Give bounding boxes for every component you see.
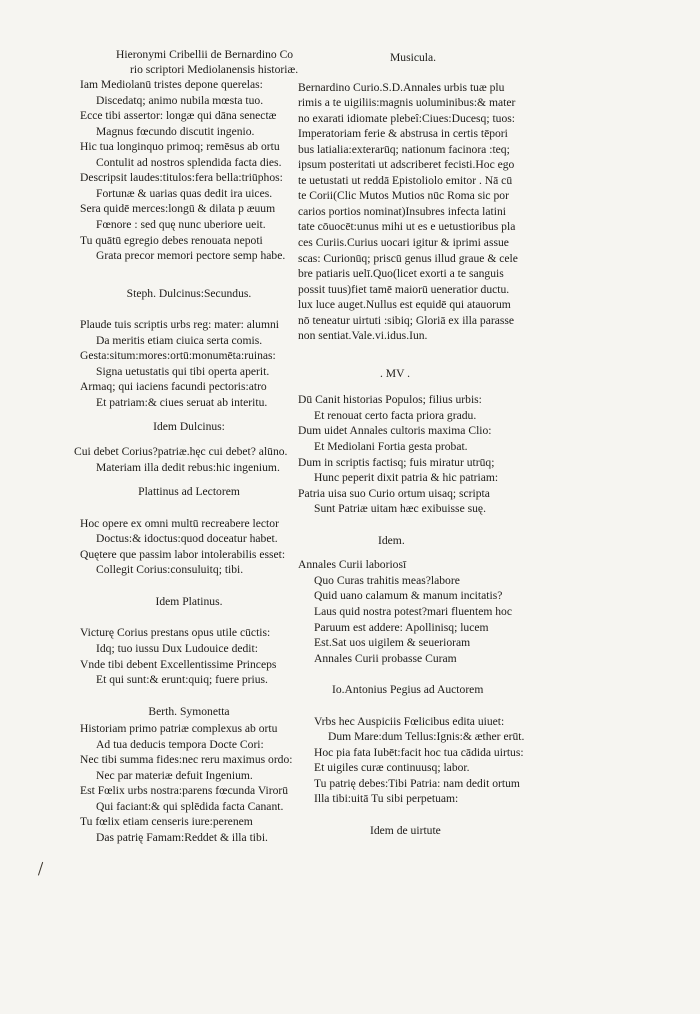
verse-line: Quętere que passim labor intolerabilis esset: <box>80 547 286 561</box>
section-heading: . MV . <box>380 366 411 380</box>
poem-platinus <box>80 516 298 578</box>
verse-line: Ad tua deducis tempora Docte Cori: <box>96 737 264 751</box>
prose-line: te Corii(Clic Mutos Mutios nūc Roma sic por <box>298 189 509 203</box>
verse-line: Ecce tibi assertor: longæ qui dāna senectæ <box>80 109 277 123</box>
prose-line: non sentiat.Vale.vi.idus.Iun. <box>298 329 428 343</box>
prose-line: bre patiaris uelī.Quo(licet exorti a te sanguis <box>298 267 504 281</box>
right-column <box>298 0 604 839</box>
verse-line: Dum Mare:dum Tellus:Ignis:& æther erūt. <box>328 730 525 744</box>
verse-line: Da meritis etiam ciuica serta comis. <box>96 333 263 347</box>
prose-line: lux luce auget.Nullus est equidē qui atauorum <box>298 298 511 312</box>
poem-dulcinus <box>80 317 298 410</box>
prose-line: scas: Curionūq; priscū genus illud graue & cele <box>298 251 518 265</box>
left-column <box>74 0 299 846</box>
verse-line: Fortunæ & uarias quas dedit ira uices. <box>96 186 273 200</box>
verse-line: Et renouat certo facta priora gradu. <box>314 408 477 422</box>
poem-platinus-idem <box>80 625 298 687</box>
verse-line: Tu patrię debes:Tibi Patria: nam dedit ortum <box>314 776 520 790</box>
title-line: Hieronymi Cribellii de Bernardino Co <box>116 48 294 61</box>
verse-line: Magnus fœcundo discutit ingenio. <box>96 124 255 138</box>
verse-line: Discedatq; animo nubila mœsta tuo. <box>96 93 264 107</box>
verse-line: Iam Mediolanū tristes depone querelas: <box>80 78 263 92</box>
margin-mark <box>38 862 45 876</box>
verse-line: Est Fœlix urbs nostra:parens fœcunda Virorū <box>80 784 289 798</box>
verse-line: Vnde tibi debent Excellentissime Princeps <box>80 657 277 671</box>
verse-line: Nec tibi summa fides:nec reru maximus ordo: <box>80 753 293 767</box>
verse-line: Dum in scriptis factisq; fuis miratur utrūq; <box>298 455 495 469</box>
section-heading: Plattinus ad Lectorem <box>138 485 240 499</box>
prose-line: ipsum posteritati ut adscriberet fecisti.Hoc ego <box>298 158 515 172</box>
prose-line: Imperatoriam ferie & abstrusa in certis tēpori <box>298 127 508 141</box>
verse-line: Paruum est addere: Apollinisq; lucem <box>314 620 489 634</box>
prose-line: carios portios nominat)Insubres infecta latini <box>298 204 506 218</box>
verse-line: Laus quid nostra potest?mari fluentem hoc <box>314 604 513 618</box>
verse-line: Victurę Corius prestans opus utile cūctis: <box>80 626 271 640</box>
prose-line: nō teneatur uirtuti :sibiq; Gloriā ex illa parasse <box>298 313 515 327</box>
verse-line: Signa uetustatis qui tibi operta aperit. <box>96 364 270 378</box>
prose-letter <box>298 80 604 344</box>
verse-line: Plaude tuis scriptis urbs reg: mater: alumni <box>80 318 279 332</box>
poem-mv <box>298 392 604 516</box>
verse-line: Annales Curii probasse Curam <box>314 651 457 665</box>
verse-line: Est.Sat uos uigilem & seuerioram <box>314 636 471 650</box>
left-title <box>80 47 298 77</box>
verse-line: Sera quidē merces:longū & dilata p æuum <box>80 202 276 216</box>
verse-line: Quid uano calamum & manum incitatis? <box>314 589 503 603</box>
section-heading: Idem Platinus. <box>155 594 223 608</box>
poem-pegius <box>298 714 604 807</box>
verse-line: Annales Curii laboriosī <box>298 558 407 572</box>
verse-line: Gesta:situm:mores:ortū:monumēta:ruinas: <box>80 349 276 363</box>
verse-line: Et patriam:& ciues seruat ab interitu. <box>96 395 268 409</box>
prose-line: bus latialia:exterarūq; nationum facinora :teq; <box>298 142 510 156</box>
verse-line: Quo Curas trahitis meas?labore <box>314 573 460 587</box>
verse-line: Qui faciant:& qui splēdida facta Canant. <box>96 799 284 813</box>
poem-dulcinus-idem <box>74 444 298 475</box>
section-heading: Io.Antonius Pegius ad Auctorem <box>332 683 484 697</box>
prose-line: te uetustati ut reddā Epistoliolo emitor . Nā cū <box>298 173 513 187</box>
verse-line: Fœnore : sed quę nunc uberiore ueit. <box>96 218 266 232</box>
poem-symonetta <box>80 721 298 845</box>
prose-line: possit tuus)fiet tamē maiorū ueneratior ductu. <box>298 282 510 296</box>
verse-line: Et qui sunt:& erunt:quiq; fuere prius. <box>96 673 268 687</box>
verse-line: Contulit ad nostros splendida facta dies. <box>96 155 282 169</box>
poem-cribellius <box>80 77 298 264</box>
verse-line: Hic tua longinquo primoq; remēsus ab ortu <box>80 140 280 154</box>
prose-line: no exarati idiomate plebeî:Ciues:Ducesq; tuos: <box>298 111 516 125</box>
poem-idem <box>298 557 604 666</box>
verse-line: Tu quātū egregio debes renouata nepoti <box>80 233 263 247</box>
section-heading: Berth. Symonetta <box>148 704 230 718</box>
verse-line: Cui debet Corius?patriæ.hęc cui debet? alūno. <box>74 445 288 459</box>
verse-line: Vrbs hec Auspiciis Fœlicibus edita uiuet: <box>314 714 505 728</box>
prose-line: tate cōuocēt:unus mihi ut es e uetustioribus pla <box>298 220 516 234</box>
verse-line: Idq; tuo iussu Dux Ludouice dedit: <box>96 641 258 655</box>
verse-line: Hoc opere ex omni multū recreabere lector <box>80 516 279 530</box>
verse-line: Et uigiles curæ continuusq; labor. <box>314 761 470 775</box>
verse-line: Armaq; qui iaciens facundi pectoris:atro <box>80 380 267 394</box>
verse-line: Doctus:& idoctus:quod doceatur habet. <box>96 532 278 546</box>
right-title: Musicula. <box>390 51 437 64</box>
verse-line: Collegit Corius:consuluitq; tibi. <box>96 563 244 577</box>
verse-line: Dum uidet Annales cultoris maxima Clio: <box>298 424 492 438</box>
section-heading: Steph. Dulcinus:Secundus. <box>126 286 252 300</box>
verse-line: Sunt Patriæ uitam hæc exibuisse suę. <box>314 502 486 516</box>
verse-line: Das patrię Famam:Reddet & illa tibi. <box>96 830 268 844</box>
verse-line: Historiam primo patriæ complexus ab ortu <box>80 722 278 736</box>
verse-line: Illa tibi:uitā Tu sibi perpetuam: <box>314 792 459 806</box>
verse-line: Materiam illa dedit rebus:hic ingenium. <box>96 460 280 474</box>
verse-line: Hunc peperit dixit patria & hic patriam: <box>314 471 499 485</box>
section-heading: Idem de uirtute <box>370 823 441 837</box>
prose-line: Bernardino Curio.S.D.Annales urbis tuæ plu <box>298 80 505 94</box>
verse-line: Descripsit laudes:titulos:fera bella:triūphos: <box>80 171 283 185</box>
verse-line: Et Mediolani Fortia gesta probat. <box>314 440 468 454</box>
verse-line: Dū Canit historias Populos; filius urbis: <box>298 393 482 407</box>
section-heading: Idem Dulcinus: <box>153 420 225 434</box>
verse-line: Patria uisa suo Curio ortum uisaq; scripta <box>298 486 490 500</box>
prose-line: ces Curiis.Curius uocari igitur & iprimi assue <box>298 236 509 250</box>
prose-line: rimis a te uigiliis:magnis uoluminibus:& mater <box>298 96 516 110</box>
verse-line: Hoc pia fata Iubēt:facit hoc tua cādida uirtus: <box>314 745 524 759</box>
verse-line: Grata precor memori pectore semp habe. <box>96 249 286 263</box>
verse-line: Nec par materiæ defuit Ingenium. <box>96 768 253 782</box>
section-heading: Idem. <box>378 533 405 547</box>
verse-line: Tu fœlix etiam censeris iure:perenem <box>80 815 253 829</box>
title-line: rio scriptori Mediolanensis historiæ. <box>130 62 299 76</box>
